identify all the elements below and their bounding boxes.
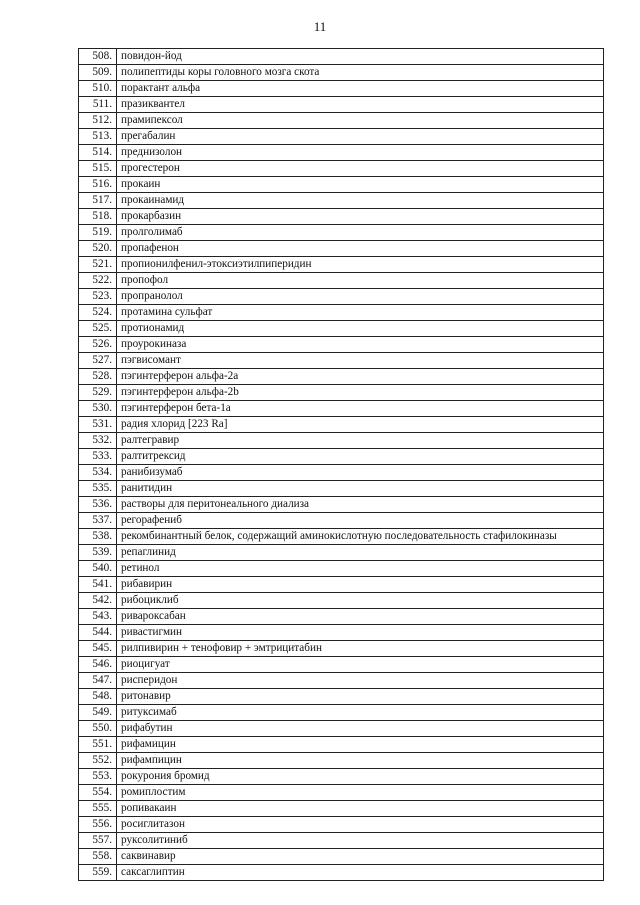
table-row bbox=[79, 833, 604, 849]
table-row bbox=[79, 465, 604, 481]
row-number-cell: 553. bbox=[79, 769, 117, 785]
row-number-cell: 511. bbox=[79, 97, 117, 113]
row-number-cell: 544. bbox=[79, 625, 117, 641]
drug-name-cell: риоцигуат bbox=[117, 657, 604, 673]
drug-name-cell: пропафенон bbox=[117, 241, 604, 257]
row-number-cell: 526. bbox=[79, 337, 117, 353]
drug-name-cell: ритуксимаб bbox=[117, 705, 604, 721]
table-row bbox=[79, 497, 604, 513]
table-row bbox=[79, 401, 604, 417]
drug-name-cell: рифампицин bbox=[117, 753, 604, 769]
drug-name-cell: пропофол bbox=[117, 273, 604, 289]
table-row bbox=[79, 449, 604, 465]
row-number-cell: 555. bbox=[79, 801, 117, 817]
row-number-cell: 522. bbox=[79, 273, 117, 289]
drug-name-cell: пэгвисомант bbox=[117, 353, 604, 369]
drug-name-cell: пропионилфенил-этоксиэтилпиперидин bbox=[117, 257, 604, 273]
row-number-cell: 518. bbox=[79, 209, 117, 225]
drug-name-cell: руксолитиниб bbox=[117, 833, 604, 849]
row-number-cell: 519. bbox=[79, 225, 117, 241]
row-number-cell: 520. bbox=[79, 241, 117, 257]
table-row bbox=[79, 193, 604, 209]
row-number-cell: 545. bbox=[79, 641, 117, 657]
table-row bbox=[79, 817, 604, 833]
row-number-cell: 513. bbox=[79, 129, 117, 145]
row-number-cell: 521. bbox=[79, 257, 117, 273]
drug-name-cell: ромиплостим bbox=[117, 785, 604, 801]
table-row bbox=[79, 225, 604, 241]
drug-name-cell: рисперидон bbox=[117, 673, 604, 689]
row-number-cell: 559. bbox=[79, 865, 117, 881]
drug-name-cell: ранибизумаб bbox=[117, 465, 604, 481]
drug-name-cell: пролголимаб bbox=[117, 225, 604, 241]
drug-name-cell: радия хлорид [223 Ra] bbox=[117, 417, 604, 433]
row-number-cell: 525. bbox=[79, 321, 117, 337]
drug-name-cell: ретинол bbox=[117, 561, 604, 577]
table-row bbox=[79, 257, 604, 273]
row-number-cell: 549. bbox=[79, 705, 117, 721]
row-number-cell: 536. bbox=[79, 497, 117, 513]
drug-name-cell: рилпивирин + тенофовир + эмтрицитабин bbox=[117, 641, 604, 657]
table-row bbox=[79, 769, 604, 785]
row-number-cell: 556. bbox=[79, 817, 117, 833]
row-number-cell: 510. bbox=[79, 81, 117, 97]
drug-name-cell: полипептиды коры головного мозга скота bbox=[117, 65, 604, 81]
row-number-cell: 508. bbox=[79, 49, 117, 65]
table-row bbox=[79, 417, 604, 433]
table-row bbox=[79, 385, 604, 401]
table-row bbox=[79, 305, 604, 321]
row-number-cell: 512. bbox=[79, 113, 117, 129]
table-row bbox=[79, 289, 604, 305]
table-row bbox=[79, 625, 604, 641]
row-number-cell: 539. bbox=[79, 545, 117, 561]
drug-name-cell: регорафениб bbox=[117, 513, 604, 529]
row-number-cell: 509. bbox=[79, 65, 117, 81]
table-row bbox=[79, 433, 604, 449]
page-number: 11 bbox=[313, 19, 327, 34]
row-number-cell: 528. bbox=[79, 369, 117, 385]
drug-name-cell: протамина сульфат bbox=[117, 305, 604, 321]
drug-name-cell: репаглинид bbox=[117, 545, 604, 561]
row-number-cell: 540. bbox=[79, 561, 117, 577]
table-row bbox=[79, 129, 604, 145]
drug-name-cell: росиглитазон bbox=[117, 817, 604, 833]
table-row bbox=[79, 865, 604, 881]
table-row bbox=[79, 513, 604, 529]
drug-name-cell: повидон-йод bbox=[117, 49, 604, 65]
drug-name-cell: ралтитрексид bbox=[117, 449, 604, 465]
table-row bbox=[79, 481, 604, 497]
table-row bbox=[79, 657, 604, 673]
row-number-cell: 543. bbox=[79, 609, 117, 625]
drug-name-cell: порактант альфа bbox=[117, 81, 604, 97]
row-number-cell: 548. bbox=[79, 689, 117, 705]
row-number-cell: 535. bbox=[79, 481, 117, 497]
table-row bbox=[79, 737, 604, 753]
table-row bbox=[79, 241, 604, 257]
row-number-cell: 558. bbox=[79, 849, 117, 865]
row-number-cell: 551. bbox=[79, 737, 117, 753]
table-row bbox=[79, 97, 604, 113]
drug-name-cell: рифабутин bbox=[117, 721, 604, 737]
drug-name-cell: саквинавир bbox=[117, 849, 604, 865]
drug-name-cell: саксаглиптин bbox=[117, 865, 604, 881]
table-row bbox=[79, 529, 604, 545]
table-row bbox=[79, 353, 604, 369]
table-row bbox=[79, 849, 604, 865]
table-row bbox=[79, 369, 604, 385]
drug-name-cell: пэгинтерферон бета-1а bbox=[117, 401, 604, 417]
row-number-cell: 542. bbox=[79, 593, 117, 609]
drug-name-cell: пропранолол bbox=[117, 289, 604, 305]
row-number-cell: 550. bbox=[79, 721, 117, 737]
row-number-cell: 532. bbox=[79, 433, 117, 449]
row-number-cell: 554. bbox=[79, 785, 117, 801]
row-number-cell: 546. bbox=[79, 657, 117, 673]
drug-name-cell: прамипексол bbox=[117, 113, 604, 129]
table-row bbox=[79, 705, 604, 721]
drug-name-cell: прогестерон bbox=[117, 161, 604, 177]
table-row bbox=[79, 161, 604, 177]
drug-name-cell: рекомбинантный белок, содержащий аминокислотную последовательность стафилокиназы bbox=[117, 529, 604, 545]
table-row bbox=[79, 209, 604, 225]
drug-name-cell: ралтегравир bbox=[117, 433, 604, 449]
drug-name-cell: проурокиназа bbox=[117, 337, 604, 353]
table-row bbox=[79, 801, 604, 817]
table-row bbox=[79, 689, 604, 705]
table-row bbox=[79, 113, 604, 129]
table-row bbox=[79, 561, 604, 577]
table-row bbox=[79, 753, 604, 769]
drug-name-cell: рибоциклиб bbox=[117, 593, 604, 609]
drug-name-cell: прегабалин bbox=[117, 129, 604, 145]
drug-name-cell: прокарбазин bbox=[117, 209, 604, 225]
table-row bbox=[79, 321, 604, 337]
row-number-cell: 514. bbox=[79, 145, 117, 161]
row-number-cell: 517. bbox=[79, 193, 117, 209]
row-number-cell: 538. bbox=[79, 529, 117, 545]
table-row bbox=[79, 145, 604, 161]
table-row bbox=[79, 593, 604, 609]
row-number-cell: 547. bbox=[79, 673, 117, 689]
drug-name-cell: рокурония бромид bbox=[117, 769, 604, 785]
table-row bbox=[79, 337, 604, 353]
table-row bbox=[79, 81, 604, 97]
row-number-cell: 527. bbox=[79, 353, 117, 369]
drug-name-cell: протионамид bbox=[117, 321, 604, 337]
row-number-cell: 523. bbox=[79, 289, 117, 305]
table-row bbox=[79, 577, 604, 593]
table-row bbox=[79, 641, 604, 657]
row-number-cell: 531. bbox=[79, 417, 117, 433]
drug-name-cell: преднизолон bbox=[117, 145, 604, 161]
drug-name-cell: пэгинтерферон альфа-2b bbox=[117, 385, 604, 401]
drug-name-cell: растворы для перитонеального диализа bbox=[117, 497, 604, 513]
table-body bbox=[79, 49, 604, 881]
row-number-cell: 537. bbox=[79, 513, 117, 529]
row-number-cell: 552. bbox=[79, 753, 117, 769]
row-number-cell: 533. bbox=[79, 449, 117, 465]
row-number-cell: 534. bbox=[79, 465, 117, 481]
table-row bbox=[79, 65, 604, 81]
drug-name-cell: ропивакаин bbox=[117, 801, 604, 817]
row-number-cell: 529. bbox=[79, 385, 117, 401]
drug-name-cell: ритонавир bbox=[117, 689, 604, 705]
table-row bbox=[79, 673, 604, 689]
drug-name-cell: прокаин bbox=[117, 177, 604, 193]
drug-name-cell: прокаинамид bbox=[117, 193, 604, 209]
row-number-cell: 516. bbox=[79, 177, 117, 193]
drug-name-cell: рибавирин bbox=[117, 577, 604, 593]
table-row bbox=[79, 545, 604, 561]
table-row bbox=[79, 49, 604, 65]
table-row bbox=[79, 273, 604, 289]
drug-name-cell: ранитидин bbox=[117, 481, 604, 497]
table-row bbox=[79, 785, 604, 801]
row-number-cell: 541. bbox=[79, 577, 117, 593]
table-row bbox=[79, 609, 604, 625]
row-number-cell: 524. bbox=[79, 305, 117, 321]
row-number-cell: 557. bbox=[79, 833, 117, 849]
drug-name-cell: ривастигмин bbox=[117, 625, 604, 641]
drug-name-cell: празиквантел bbox=[117, 97, 604, 113]
row-number-cell: 515. bbox=[79, 161, 117, 177]
row-number-cell: 530. bbox=[79, 401, 117, 417]
drug-list-table bbox=[78, 48, 604, 881]
table-row bbox=[79, 721, 604, 737]
drug-name-cell: рифамицин bbox=[117, 737, 604, 753]
table-row bbox=[79, 177, 604, 193]
drug-name-cell: пэгинтерферон альфа-2а bbox=[117, 369, 604, 385]
drug-name-cell: ривароксабан bbox=[117, 609, 604, 625]
